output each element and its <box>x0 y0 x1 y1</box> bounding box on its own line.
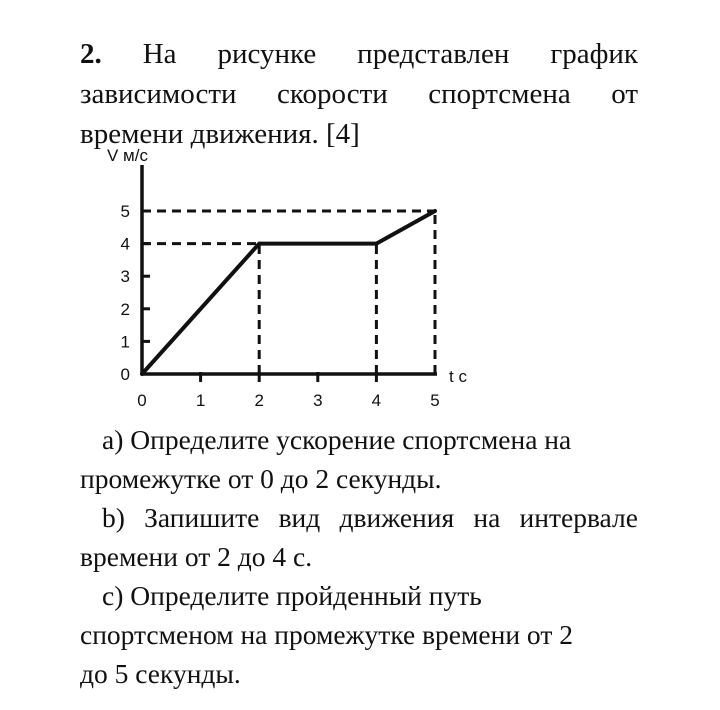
problem-line-1 <box>80 34 638 74</box>
x-tick-label: 4 <box>371 391 382 410</box>
problem-line-2 <box>80 74 638 114</box>
x-axis-label: t c <box>449 367 467 386</box>
y-tick-label: 2 <box>120 299 130 319</box>
problem-word: рисунке <box>217 38 317 70</box>
question-b-word: b) <box>102 502 125 533</box>
y-tick-label: 0 <box>120 365 130 384</box>
question-a-line-1: a) Определите ускорение спортсмена на <box>102 424 572 455</box>
x-tick-label: 5 <box>430 391 440 410</box>
x-tick-label: 0 <box>137 391 147 410</box>
question-b-word: движения <box>339 502 455 533</box>
problem-word: На <box>142 38 177 70</box>
question-b-word: вид <box>278 502 321 533</box>
question-a-line-2: промежутке от 0 до 2 секунды. <box>80 463 442 494</box>
problem-word: спортсмена <box>428 78 571 110</box>
data-point <box>140 372 144 376</box>
x-tick-label: 2 <box>254 391 264 410</box>
data-point <box>257 242 261 246</box>
question-b-word: на <box>473 502 501 533</box>
problem-number: 2. <box>80 38 102 70</box>
question-c-line-1: c) Определите пройденный путь <box>102 580 482 611</box>
question-c-line-2: спортсменом на промежутке времени от 2 <box>80 619 573 650</box>
problem-line-3: времени движения. [4] <box>80 118 360 150</box>
y-tick-label: 1 <box>120 332 130 352</box>
y-tick-label: 3 <box>120 267 130 287</box>
problem-word: зависимости <box>80 78 237 110</box>
y-tick-label: 5 <box>120 202 130 221</box>
y-axis-label: V м/с <box>107 146 148 165</box>
y-tick-label: 4 <box>120 234 130 254</box>
data-point <box>433 209 437 213</box>
data-point <box>375 242 379 246</box>
velocity-time-graph <box>105 143 495 418</box>
question-c-line-3: до 5 секунды. <box>80 658 241 689</box>
problem-statement <box>80 34 638 154</box>
x-tick-label: 3 <box>313 391 323 410</box>
question-b-line-2: времени от 2 до 4 с. <box>80 541 313 572</box>
problem-word: скорости <box>277 78 388 110</box>
question-b-line-1 <box>80 498 638 537</box>
problem-word: график <box>550 38 638 70</box>
questions-block <box>80 420 638 693</box>
problem-word: представлен <box>357 38 510 70</box>
question-b-word: интервале <box>519 502 638 533</box>
question-b-word: Запишите <box>144 502 260 533</box>
problem-word: от <box>611 78 638 110</box>
x-tick-label: 1 <box>195 391 206 410</box>
velocity-line <box>142 211 435 374</box>
